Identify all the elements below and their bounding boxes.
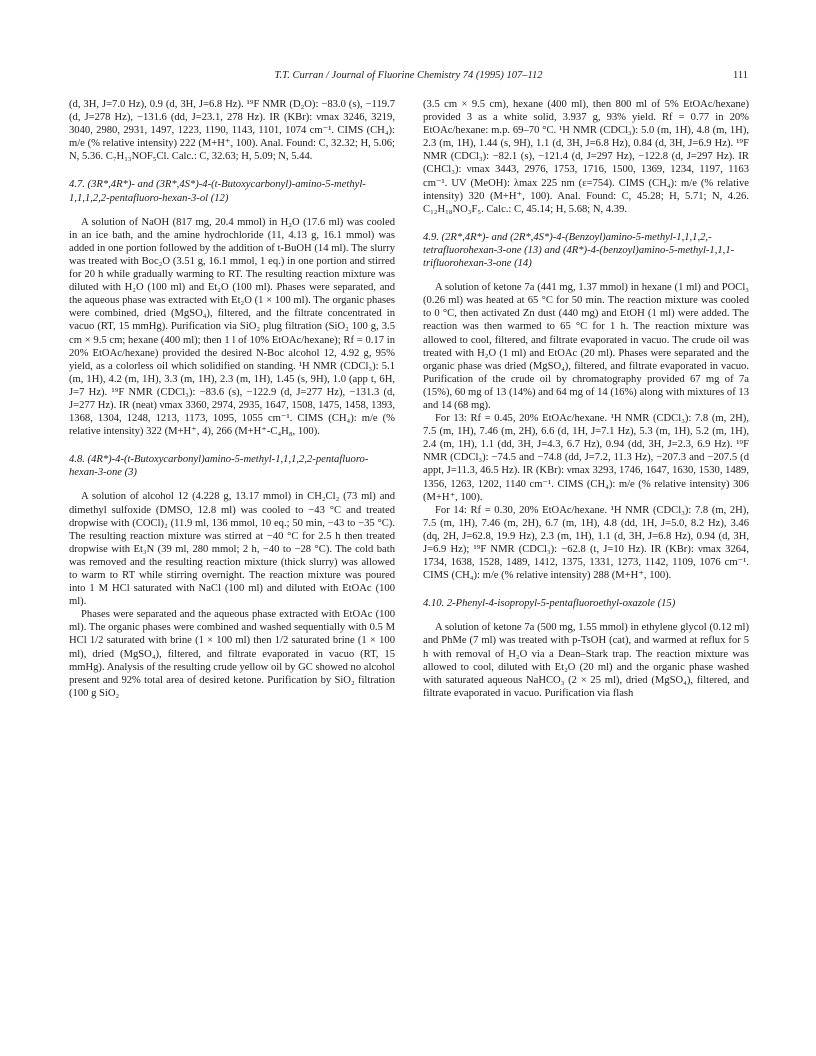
running-header xyxy=(69,70,748,86)
paragraph-data-continued: (d, 3H, J=7.0 Hz), 0.9 (d, 3H, J=6.8 Hz). ¹⁹F NMR (D₂O): −83.0 (s), −119.7 (d, J=278 Hz), −131.6 (dd, J=23.1, 278 Hz). IR (KBr): νmax 3246, 3219, 3040, 2980, 2931, 1497, 1223, 1190, 1143, 1101, 1074 cm⁻¹. CIMS (CH₄): m/e (% relative intensity) 222 (M+H⁺, 100). Anal. Found: C, 32.32; H, 5.06; N, 5.36. C₇H₁₃NOF₅Cl. Calc.: C, 32.63; H, 5.09; N, 5.44. xyxy=(69,99,395,163)
section-heading-4-10: 4.10. 2-Phenyl-4-isopropyl-5-pentafluoroethyl-oxazole (15) xyxy=(423,598,676,610)
paragraph-4-8-b: Phases were separated and the aqueous phase extracted with EtOAc (100 ml). The organic phases were combined and washed sequentially with 0.5 M HCl 1/2 saturated with brine (1 × 100 ml) then 1/2 saturated brine (1 × 100 ml), dried (MgSO₄), filtered, and filtrate evaporated in vacuo (RT, 15 mmHg). Analysis of the resulting crude yellow oil by GC showed no alcohol present and 92% total area of desired ketone. Purification by SiO₂ filtration (100 g SiO₂ xyxy=(69,609,395,699)
right-column xyxy=(423,98,749,700)
section-heading-4-7: 4.7. (3R*,4R*)- and (3R*,4S*)-4-(t-Butoxycarbonyl)-amino-5-methyl-1,1,1,2,2-pentafluoro-hexan-3-ol (12) xyxy=(69,179,366,204)
running-head: T.T. Curran / Journal of Fluorine Chemistry 74 (1995) 107–112 xyxy=(274,70,543,81)
section-heading-4-9: 4.9. (2R*,4R*)- and (2R*,4S*)-4-(Benzoyl)amino-5-methyl-1,1,1,2,-tetrafluorohexan-3-one (13) and (4R*)-4-(benzoyl)amino-5-methyl-1,1,1-trifluorohexan-3-one (14) xyxy=(423,231,735,270)
paragraph-4-7: A solution of NaOH (817 mg, 20.4 mmol) in H₂O (17.6 ml) was cooled in an ice bath, and the amine hydrochloride (11, 4.13 g, 16.1 mmol) was added in one portion followed by the addition of t-BuOH (14 ml). The slurry was treated with Boc₂O (3.51 g, 16.1 mmol, 1 eq.) in one portion and stirred for 20 h while gradually warming to RT. The resulting reaction mixture was diluted with H₂O (100 ml) and Et₂O (100 ml). Phases were separated, and the aqueous phase was extracted with Et₂O (1 × 100 ml). The organic phases were combined, dried (MgSO₄), filtered, and the filtrate concentrated in vacuo (RT, 15 mmHg). Purification via SiO₂ plug filtration (SiO₂ 100 g, 3.5 cm × 9.5 cm; hexane (400 ml); then 1 l of 10% EtOAc/hexane); Rf = 0.17 in 20% EtOAc/hexane) provided the desired N-Boc alcohol 12, 4.92 g, 95% yield, as a colorless oil which solidified on standing. ¹H NMR (CDCl₃): 5.1 (m, 1H), 4.2 (m, 1H), 3.3 (m, 1H), 2.3 (m, 1H), 1.45 (s, 9H), 1.0 (app t, 6H, J=7 Hz). ¹⁹F NMR (CDCl₃): −83.6 (s), −122.9 (d, J=277 Hz), −131.3 (d, J=277 Hz). IR (neat) νmax 3360, 2974, 2935, 1647, 1508, 1475, 1458, 1393, 1368, 1304, 1248, 1213, 1173, 1095, 1055 cm⁻¹. CIMS (CH₄): m/e (% relative intensity) 322 (M+H⁺, 4), 266 (M+H⁺-C₄H₈, 100). xyxy=(69,216,395,438)
page-number: 111 xyxy=(733,70,748,81)
paragraph-4-8-a: A solution of alcohol 12 (4.228 g, 13.17 mmol) in CH₂Cl₂ (73 ml) and dimethyl sulfoxide (DMSO, 12.8 ml) was cooled to −43 °C and treated dropwise with (COCl)₂ (11.9 ml, 136 mmol, 10 eq.; 50 min, −43 to −35 °C). The resulting reaction mixture was stirred at −40 °C for 2.5 h then treated dropwise with Et₃N (39 ml, 280 mmol; 2 h, −40 to −28 °C). The cold bath was removed and the resulting reaction mixture (thick slurry) was allowed to warm to RT while stirring overnight. The reaction mixture was poured into 1 M HCl saturated with NaCl (100 ml) and diluted with EtOAc (100 ml). xyxy=(69,491,395,608)
paragraph-4-8-continued: (3.5 cm × 9.5 cm), hexane (400 ml), then 800 ml of 5% EtOAc/hexane) provided 3 as a white solid, 3.937 g, 93% yield. Rf = 0.77 in 20% EtOAc/hexane: m.p. 69–70 °C. ¹H NMR (CDCl₃): 5.0 (m, 1H), 4.8 (m, 1H), 2.3 (m, 1H), 1.44 (s, 9H), 1.1 (d, 3H, J=6.8 Hz), 0.84 (d, 3H, J=6.9 Hz). ¹⁹F NMR (CDCl₃): −82.1 (s), −121.4 (d, J=297 Hz), −122.8 (d, J=297 Hz). IR (CHCl₃): νmax 3443, 2976, 1753, 1716, 1500, 1369, 1234, 1197, 1163 cm⁻¹. UV (MeOH): λmax 225 nm (ε=754). CIMS (CH₄): m/e (% relative intensity) 320 (M+H⁺, 100). Anal. Found: C, 45.28; H, 5.71; N, 4.26. C₁₂H₁₈NO₃F₅. Calc.: C, 45.14; H, 5.68; N, 4.39. xyxy=(423,99,749,215)
left-column xyxy=(69,98,395,700)
section-heading-4-8: 4.8. (4R*)-4-(t-Butoxycarbonyl)amino-5-methyl-1,1,1,2,2-pentafluoro-hexan-3-one (3) xyxy=(69,454,369,479)
paragraph-4-9-b: For 13: Rf = 0.45, 20% EtOAc/hexane. ¹H NMR (CDCl₃): 7.8 (m, 2H), 7.5 (m, 1H), 7.46 (m, 2H), 6.6 (d, 1H, J=7.1 Hz), 5.3 (m, 1H), 5.2 (m, 1H), 2.4 (m, 1H), 1.1 (dd, 3H, J=4.3, 6.7 Hz), 0.94 (dd, 3H, J=2.3, 6.9 Hz). ¹⁹F NMR (CDCl₃): −74.5 and −74.8 (dd, J=7.2, 11.3 Hz), −207.3 and −207.5 (d appt, J=11.3, 46.5 Hz). IR (KBr): νmax 3293, 1746, 1647, 1630, 1530, 1489, 1356, 1263, 1202, 1140 cm⁻¹. CIMS (CH₄): m/e (% relative intensity) 306 (M+H⁺, 100). xyxy=(423,413,749,503)
paragraph-4-9-c: For 14: Rf = 0.30, 20% EtOAc/hexane. ¹H NMR (CDCl₃): 7.8 (m, 2H), 7.5 (m, 1H), 7.46 (m, 2H), 6.7 (m, 1H), 4.8 (dd, 1H, J=5.0, 8.2 Hz), 3.46 (dq, 2H, J=62.8, 19.9 Hz), 2.3 (m, 1H), 1.1 (d, 3H, J=6.8 Hz), 0.94 (d, 3H, J=6.9 Hz); ¹⁹F NMR (CDCl₃): −62.8 (t, J=10 Hz). IR (KBr): νmax 3264, 1734, 1638, 1528, 1489, 1412, 1375, 1331, 1273, 1142, 1109, 1076 cm⁻¹. CIMS (CH₄): m/e (% relative intensity) 288 (M+H⁺, 100). xyxy=(423,504,749,582)
paragraph-4-10: A solution of ketone 7a (500 mg, 1.55 mmol) in ethylene glycol (0.12 ml) and PhMe (7 ml) was treated with p-TsOH (cat), and warmed at reflux for 5 h with removal of H₂O via a Dean–Stark trap. The reaction mixture was allowed to cool, diluted with Et₂O (20 ml) and the organic phase washed with saturated aqueous NaHCO₃ (2 × 25 ml), dried (MgSO₄), filtered, and filtrate evaporated in vacuo. Purification via flash xyxy=(423,622,749,699)
paragraph-4-9-a: A solution of ketone 7a (441 mg, 1.37 mmol) in hexane (1 ml) and POCl₃ (0.26 ml) was heated at 65 °C for 50 min. The reaction mixture was cooled to 0 °C, then activated Zn dust (440 mg) and EtOH (1 ml) were added. The reaction was then warmed to 65 °C for 1 h. The reaction mixture was allowed to cool, filtered, and filtrate evaporated in vacuo. The crude oil was treated with H₂O (1 ml) and EtOAc (20 ml). Phases were separated and the organic phase was dried (MgSO₄), filtered, and filtrate evaporated in vacuo. Purification of the crude oil by chromatography provided 67 mg of 7a (15%), 60 mg of 13 (14%) and 64 mg of 14 (16%) along with mixtures of 13 and 14 (68 mg). xyxy=(423,282,749,411)
